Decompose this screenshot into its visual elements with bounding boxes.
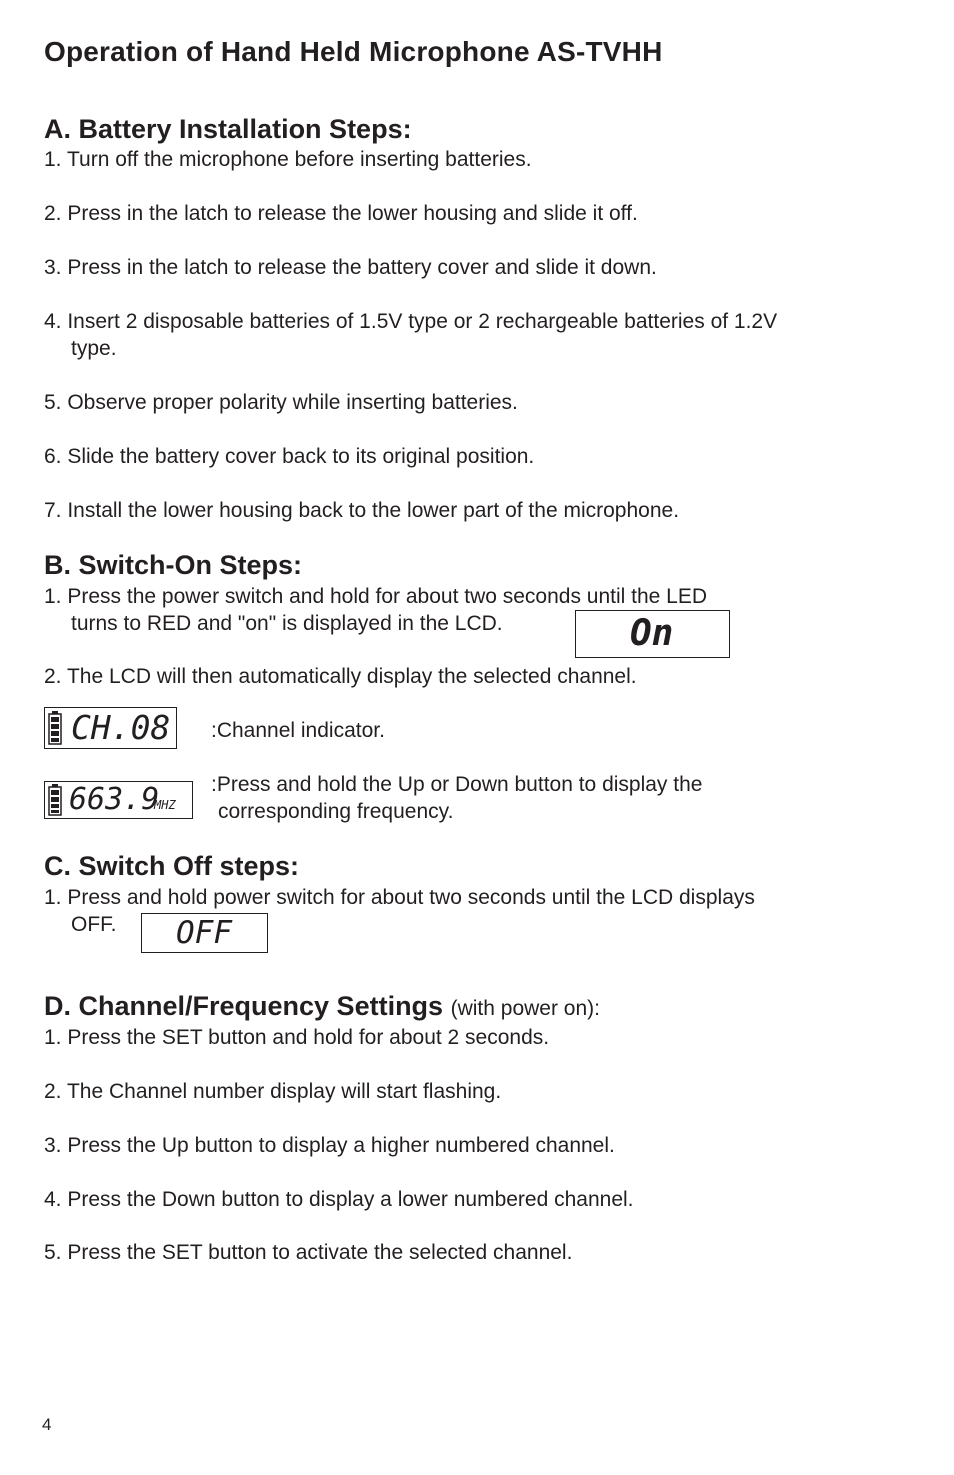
section-a-step-5: 5. Observe proper polarity while inserting batteries. — [44, 391, 518, 414]
page-number: 4 — [42, 1415, 52, 1434]
section-a-step-2: 2. Press in the latch to release the lower housing and slide it off. — [44, 202, 638, 225]
frequency-caption-continued: corresponding frequency. — [218, 800, 454, 823]
battery-icon — [45, 782, 65, 818]
section-d-heading-suffix: (with power on): — [450, 997, 600, 1020]
section-d-step-1: 1. Press the SET button and hold for about 2 seconds. — [44, 1026, 550, 1049]
section-d-heading — [44, 991, 600, 1022]
section-d-step-2: 2. The Channel number display will start flashing. — [44, 1080, 502, 1103]
channel-indicator-caption: :Channel indicator. — [211, 719, 385, 742]
lcd-on-text: On — [630, 613, 674, 654]
lcd-off-text: OFF — [176, 915, 232, 951]
section-a-step-4-continued: type. — [71, 337, 117, 360]
lcd-frequency-unit: MHZ — [154, 798, 176, 812]
lcd-off-display — [141, 913, 268, 953]
lcd-frequency-text: 663.9 — [69, 782, 160, 817]
battery-icon — [45, 708, 65, 748]
section-c-heading: C. Switch Off steps: — [44, 851, 300, 881]
lcd-on-display — [575, 610, 730, 658]
lcd-channel-display — [44, 707, 177, 749]
section-c-step-1-continued: OFF. — [71, 913, 117, 936]
section-c-step-1: 1. Press and hold power switch for about two seconds until the LCD displays — [44, 886, 755, 909]
section-b-step-2: 2. The LCD will then automatically display the selected channel. — [44, 665, 637, 688]
section-a-step-1: 1. Turn off the microphone before inserting batteries. — [44, 148, 532, 171]
section-a-step-7: 7. Install the lower housing back to the lower part of the microphone. — [44, 499, 680, 522]
lcd-frequency-display — [44, 781, 193, 819]
section-b-step-1-continued: turns to RED and "on" is displayed in the LCD. — [71, 612, 503, 635]
section-a-step-3: 3. Press in the latch to release the battery cover and slide it down. — [44, 256, 657, 279]
section-a-step-6: 6. Slide the battery cover back to its original position. — [44, 445, 535, 468]
section-b-heading: B. Switch-On Steps: — [44, 550, 303, 580]
frequency-caption: :Press and hold the Up or Down button to display the — [211, 773, 703, 796]
section-d-heading-text: D. Channel/Frequency Settings — [44, 991, 444, 1021]
page-title: Operation of Hand Held Microphone AS-TVHH — [44, 36, 663, 67]
section-a-step-4: 4. Insert 2 disposable batteries of 1.5V type or 2 rechargeable batteries of 1.2V — [44, 310, 778, 333]
lcd-channel-text: CH.08 — [71, 708, 171, 747]
section-a-heading: A. Battery Installation Steps: — [44, 114, 412, 144]
section-d-step-5: 5. Press the SET button to activate the selected channel. — [44, 1241, 573, 1264]
section-d-step-3: 3. Press the Up button to display a higher numbered channel. — [44, 1134, 615, 1157]
section-b-step-1: 1. Press the power switch and hold for about two seconds until the LED — [44, 585, 708, 608]
section-d-step-4: 4. Press the Down button to display a lower numbered channel. — [44, 1188, 634, 1211]
